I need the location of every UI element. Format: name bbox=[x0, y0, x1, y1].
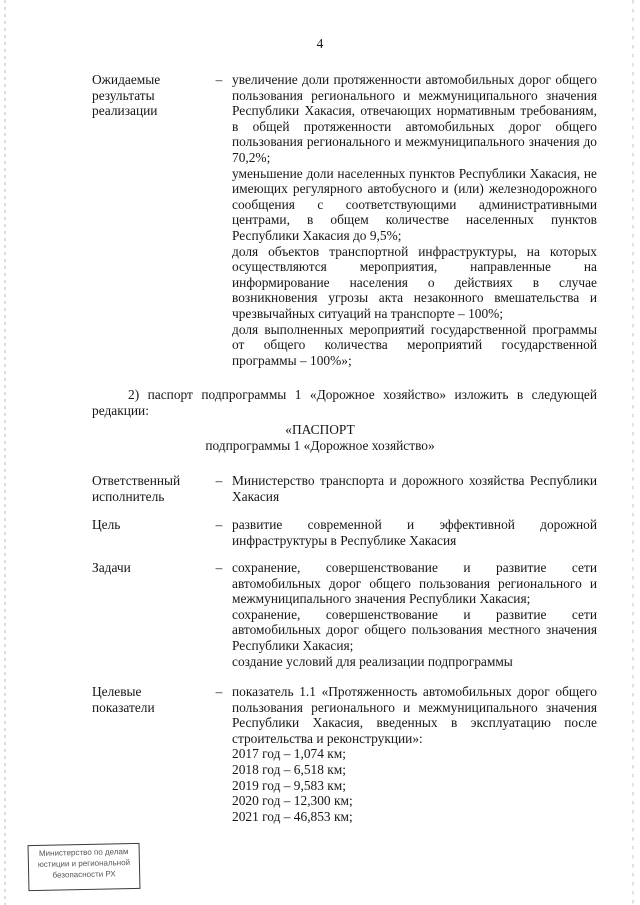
year-value-line: 2018 год – 6,518 км; bbox=[232, 761, 346, 777]
year-value-line: 2019 год – 9,583 км; bbox=[232, 777, 346, 793]
registration-stamp bbox=[28, 843, 141, 891]
paragraph: развитие современной и эффективной дорожной инфраструктуры в Республике Хакасия bbox=[232, 517, 597, 548]
stamp-line: безопасности РХ bbox=[52, 869, 116, 880]
row-dash: – bbox=[215, 684, 223, 699]
year-value-line: 2020 год – 12,300 км; bbox=[232, 793, 353, 809]
row-text-indicators bbox=[232, 684, 597, 824]
row-text-goal bbox=[232, 517, 597, 548]
label-line: результаты bbox=[92, 87, 155, 103]
label-line: исполнитель bbox=[92, 488, 165, 504]
paragraph: увеличение доли протяженности автомобильных дорог общего пользования регионального и межмуниципального значения Республики Хакасия, отвечающих нормативным требованиям, в общей протяженности автомобильных дорог общего пользования регионального и межмуниципального значения до 70,2%; bbox=[232, 72, 597, 165]
row-dash: – bbox=[215, 517, 223, 532]
row-dash: – bbox=[215, 72, 223, 87]
label-line: Задачи bbox=[92, 560, 131, 575]
label-line: Цель bbox=[92, 517, 121, 532]
results-label bbox=[92, 72, 210, 119]
paragraph: доля выполненных мероприятий государственной программы от общего количества мероприятий государственной программы – 100%»; bbox=[232, 321, 597, 368]
row-label-indicators bbox=[92, 684, 210, 715]
paragraph: показатель 1.1 «Протяженность автомобильных дорог общего пользования регионального и межмуниципального значения Республики Хакасия, введенных в эксплуатацию после строительства и реконструкции»: bbox=[232, 684, 597, 746]
label-line: реализации bbox=[92, 103, 158, 119]
results-text bbox=[232, 72, 597, 368]
row-label-executor bbox=[92, 473, 210, 504]
passport-title: «ПАСПОРТ bbox=[285, 422, 355, 437]
row-text-executor bbox=[232, 473, 597, 504]
paragraph: доля объектов транспортной инфраструктуры, на которых осуществляются мероприятия, направленные на информирование населения о действиях в случае возникновения угрозы акта незаконного вмешательства и чрезвычайных ситуаций на транспорте – 100%; bbox=[232, 243, 597, 321]
amendment-intro: 2) паспорт подпрограммы 1 «Дорожное хозяйство» изложить в следующей редакции: bbox=[92, 387, 597, 418]
paragraph: Министерство транспорта и дорожного хозяйства Республики Хакасия bbox=[232, 473, 597, 504]
year-value-line: 2017 год – 1,074 км; bbox=[232, 746, 346, 762]
passport-subtitle: подпрограммы 1 «Дорожное хозяйство» bbox=[205, 438, 435, 453]
paragraph: сохранение, совершенствование и развитие сети автомобильных дорог общего пользования местного значения Республики Хакасия; bbox=[232, 606, 597, 653]
stamp-line: юстиции и региональной bbox=[37, 858, 131, 869]
row-text-tasks bbox=[232, 560, 597, 669]
label-line: показатели bbox=[92, 699, 155, 715]
label-line: Целевые bbox=[92, 684, 142, 699]
paragraph: уменьшение доли населенных пунктов Республики Хакасия, не имеющих регулярного автобусного и (или) железнодорожного сообщения с соответствующими административными центрами, в общем количестве населенных пунктов Республики Хакасия до 9,5%; bbox=[232, 165, 597, 243]
paragraph: сохранение, совершенствование и развитие сети автомобильных дорог общего пользования регионального и межмуниципального значения Республики Хакасия; bbox=[232, 560, 597, 607]
label-line: Ожидаемые bbox=[92, 72, 161, 87]
row-label-goal bbox=[92, 517, 210, 533]
stamp-line: Министерство по делам bbox=[38, 847, 129, 858]
year-value-line: 2021 год – 46,853 км; bbox=[232, 808, 353, 824]
row-label-tasks bbox=[92, 560, 210, 576]
paragraph: создание условий для реализации подпрограммы bbox=[232, 653, 513, 669]
row-dash: – bbox=[215, 473, 223, 488]
page-number: 4 bbox=[316, 36, 324, 51]
label-line: Ответственный bbox=[92, 473, 181, 488]
row-dash: – bbox=[215, 560, 223, 575]
